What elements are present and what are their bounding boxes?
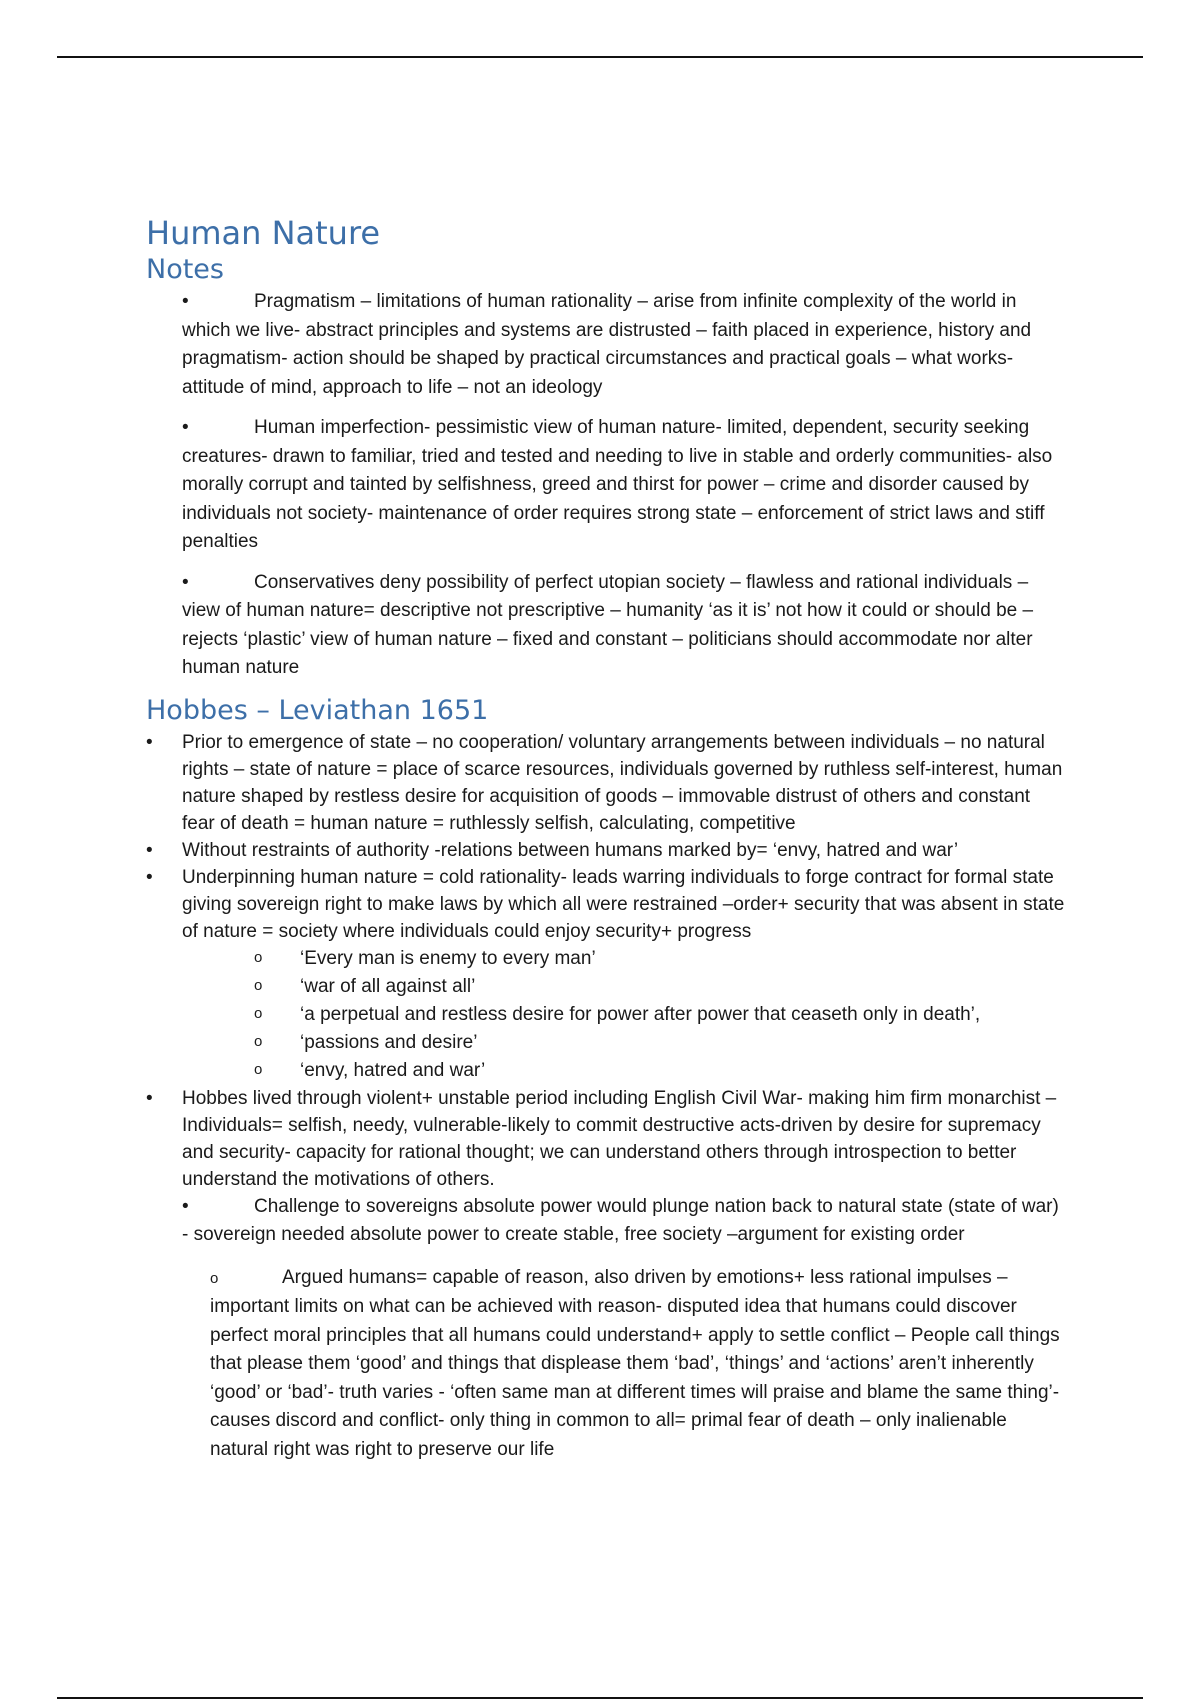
notes-paragraph-pragmatism: • Pragmatism – limitations of human rationality – arise from infinite complexity of the world in which we live- abstract principles and systems are distrusted – faith placed in experience, history and pragmatism- action should be shaped by practical circumstances and practical goals – what works- attitude of mind, approach to life – not an ideology (182, 288, 1066, 402)
page-bottom-rule (57, 1697, 1143, 1699)
bullet-icon: • (182, 291, 189, 312)
quote-list (228, 945, 1066, 1085)
notes-paragraph-imperfection: • Human imperfection- pessimistic view of human nature- limited, dependent, security seeking creatures- drawn to familiar, tried and tested and needing to live in stable and orderly communities- also morally corrupt and tainted by selfishness, greed and thirst for power – crime and disorder caused by individuals not society- maintenance of order requires strong state – enforcement of strict laws and stiff penalties (182, 414, 1066, 557)
page-top-rule (57, 56, 1143, 58)
circle-bullet-icon: o (210, 1269, 219, 1287)
list-item: • Prior to emergence of state – no cooperation/ voluntary arrangements between individuals – no natural rights – state of nature = place of scarce resources, individuals governed by ruthless self-interest, human nature shaped by restless desire for acquisition of goods – immovable distrust of others and constant fear of death = human nature = ruthlessly selfish, calculating, competitive (146, 729, 1066, 837)
quote-item: o ‘passions and desire’ (228, 1029, 1066, 1057)
notes-heading: Notes (146, 254, 224, 285)
document-body (146, 212, 1066, 1464)
list-item: • Without restraints of authority -relations between humans marked by= ‘envy, hatred and war’ (146, 837, 1066, 864)
page-title: Human Nature (146, 214, 381, 252)
hobbes-heading: Hobbes – Leviathan 1651 (146, 694, 489, 726)
bullet-icon: • (182, 1195, 189, 1217)
challenge-paragraph: • Challenge to sovereigns absolute power would plunge nation back to natural state (state of war) - sovereign needed absolute power to create stable, free society –argument for existing order (182, 1193, 1066, 1250)
quote-item: o ‘war of all against all’ (228, 973, 1066, 1001)
list-item: • Hobbes lived through violent+ unstable period including English Civil War- making him firm monarchist – Individuals= selfish, needy, vulnerable-likely to commit destructive acts-driven by desire for supremacy and security- capacity for rational thought; we can understand others through introspection to better understand the motivations of others. (146, 1085, 1066, 1193)
quote-item: o ‘Every man is enemy to every man’ (228, 945, 1066, 973)
hobbes-list (146, 729, 1066, 1193)
quote-item: o ‘a perpetual and restless desire for power after power that ceaseth only in death’, (228, 1001, 1066, 1029)
notes-paragraph-utopia: • Conservatives deny possibility of perfect utopian society – flawless and rational individuals – view of human nature= descriptive not prescriptive – humanity ‘as it is’ not how it could or should be – rejects ‘plastic’ view of human nature – fixed and constant – politicians should accommodate nor alter human nature (182, 569, 1066, 683)
reason-paragraph: o Argued humans= capable of reason, also driven by emotions+ less rational impulses – important limits on what can be achieved with reason- disputed idea that humans could discover perfect moral principles that all humans could understand+ apply to settle conflict – People call things that please them ‘good’ and things that displease them ‘bad’, ‘things’ and ‘actions’ aren’t inherently ‘good’ or ‘bad’- truth varies - ‘often same man at different times will praise and blame the same thing’- causes discord and conflict- only thing in common to all= primal fear of death – only inalienable natural right was right to preserve our life (210, 1266, 1060, 1460)
bullet-icon: • (182, 417, 189, 438)
list-item: • Underpinning human nature = cold rationality- leads warring individuals to forge contract for formal state giving sovereign right to make laws by which all were restrained –order+ security that was absent in state of nature = society where individuals could enjoy security+ progress o ‘Every man is enemy to every man’ o ‘war of all against all’ o ‘a perpetual and restless desire for power after power that ceaseth only in death’, o ‘passions and desire’ o ‘envy, hatred and war’ (146, 864, 1066, 1085)
quote-item: o ‘envy, hatred and war’ (228, 1057, 1066, 1085)
bullet-icon: • (182, 571, 189, 593)
